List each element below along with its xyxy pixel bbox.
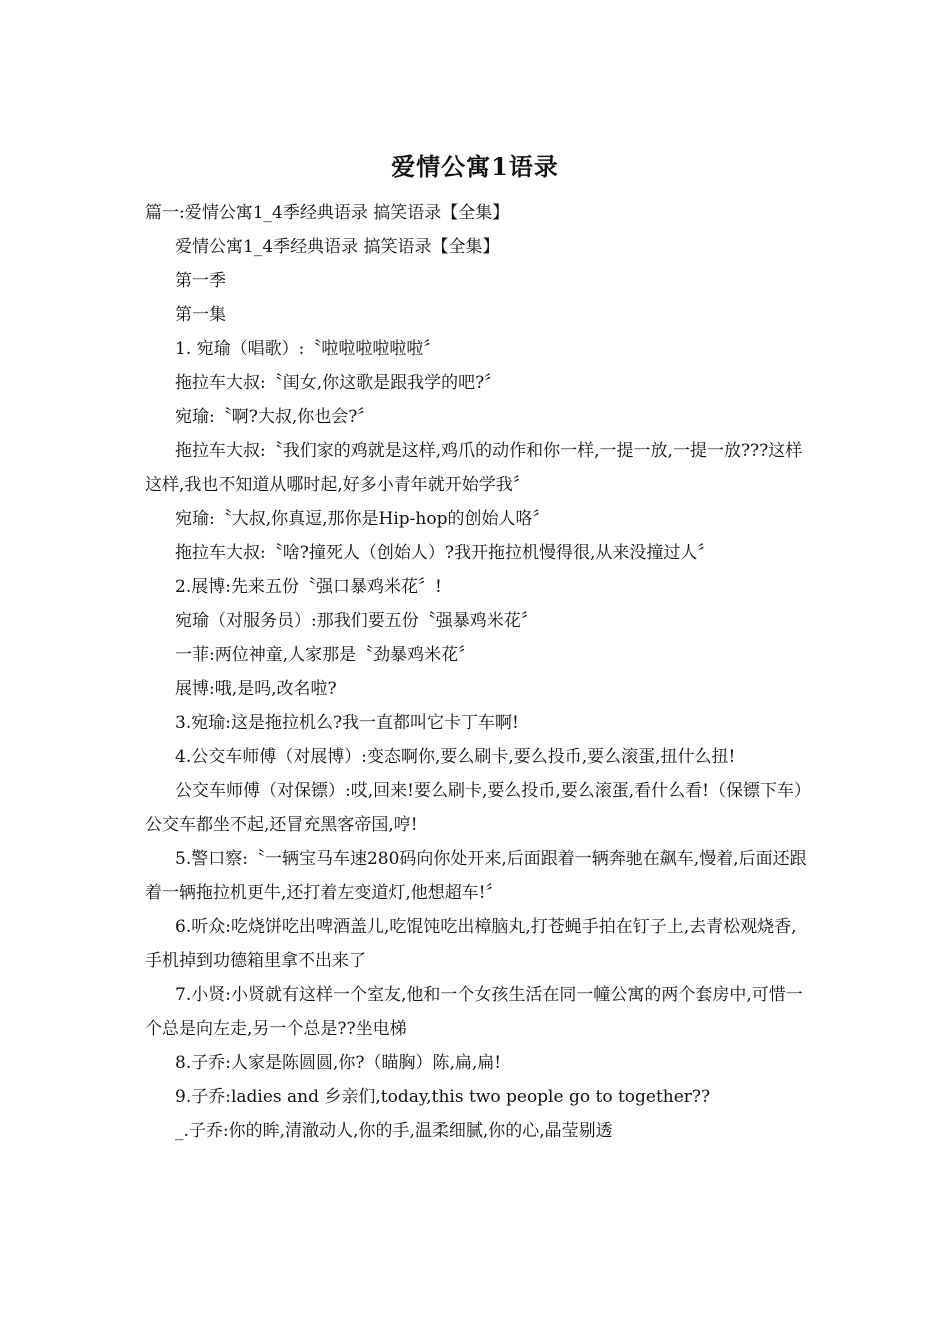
paragraph: 拖拉车大叔:〝啥?撞死人（创始人）?我开拖拉机慢得很,从来没撞过人〞 [175, 543, 715, 563]
paragraph: _.子乔:你的眸,清澈动人,你的手,温柔细腻,你的心,晶莹剔透 [175, 1121, 613, 1141]
paragraph: 5.警口察:〝一辆宝马车速280码向你处开来,后面跟着一辆奔驰在飙车,慢着,后面还跟着一辆拖拉机更牛,还打着左变道灯,他想超车!〞 [145, 849, 807, 903]
paragraph: 6.听众:吃烧饼吃出啤酒盖儿,吃馄饨吃出樟脑丸,打苍蝇手拍在钉子上,去青松观烧香,手机掉到功德箱里拿不出来了 [145, 917, 797, 971]
paragraph: 第一集 [175, 305, 226, 325]
paragraph: 宛瑜:〝啊?大叔,你也会?〞 [175, 407, 375, 427]
paragraph: 第一季 [175, 271, 226, 291]
paragraph: 宛瑜（对服务员）:那我们要五份〝强暴鸡米花〞 [175, 611, 538, 631]
paragraph: 公交车师傅（对保镖）:哎,回来!要么刷卡,要么投币,要么滚蛋,看什么看!（保镖下车）公交车都坐不起,还冒充黑客帝国,哼! [145, 781, 803, 835]
paragraph: 爱情公寓1_4季经典语录 搞笑语录【全集】 [175, 237, 500, 257]
paragraph: 8.子乔:人家是陈圆圆,你?（瞄胸）陈,扁,扁! [175, 1053, 502, 1073]
paragraph: 2.展博:先来五份〝强口暴鸡米花〞! [175, 577, 442, 597]
document-body [145, 196, 810, 1148]
document-title: 爱情公寓1语录 [391, 152, 559, 181]
paragraph: 3.宛瑜:这是拖拉机么?我一直都叫它卡丁车啊! [175, 713, 519, 733]
paragraph: 宛瑜:〝大叔,你真逗,那你是Hip-hop的创始人咯〞 [175, 509, 550, 529]
paragraph: 一菲:两位神童,人家那是〝劲暴鸡米花〞 [175, 645, 476, 665]
section-heading: 篇一:爱情公寓1_4季经典语录 搞笑语录【全集】 [145, 203, 510, 223]
paragraph: 拖拉车大叔:〝我们家的鸡就是这样,鸡爪的动作和你一样,一提一放,一提一放???这样这样,我也不知道从哪时起,好多小青年就开始学我〞 [145, 441, 803, 495]
paragraph: 7.小贤:小贤就有这样一个室友,他和一个女孩生活在同一幢公寓的两个套房中,可惜一个总是向左走,另一个总是??坐电梯 [145, 985, 803, 1039]
paragraph: 展博:哦,是吗,改名啦? [175, 679, 337, 699]
paragraph: 9.子乔:ladies and 乡亲们,today,this two people go to together?? [175, 1087, 711, 1107]
paragraph: 4.公交车师傅（对展博）:变态啊你,要么刷卡,要么投币,要么滚蛋,扭什么扭! [175, 747, 736, 767]
paragraph: 拖拉车大叔:〝闺女,你这歌是跟我学的吧?〞 [175, 373, 502, 393]
paragraph: 1. 宛瑜（唱歌）:〝啦啦啦啦啦啦〞 [175, 339, 441, 359]
